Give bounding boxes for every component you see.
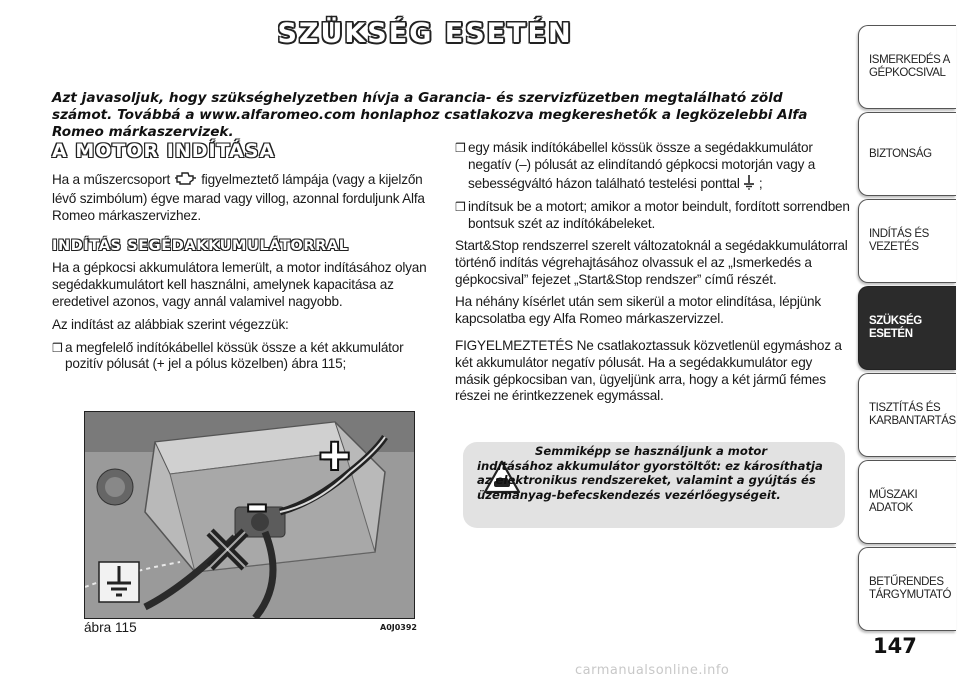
watermark: carmanualsonline.info [575,663,730,678]
paragraph-steps-intro: Az indítást az alábbiak szerint végezzük: [52,316,289,332]
tab-label: MŰSZAKI ADATOK [869,489,918,514]
tab-szukseg-eseten[interactable] [858,286,956,370]
tab-targymutato[interactable] [858,547,956,631]
paragraph-start-stop: Start&Stop rendszerrel szerelt változatoknál a segédakkumulátorral történő indítás végrehajtásához olvassuk el az „Ismerkedés a gépkocsival” fejezet „Start&Stop rendszer” című részét. [455,237,848,287]
bullet2-end: ; [758,175,763,191]
tab-label: BIZTONSÁG [869,147,932,160]
paragraph-warning-lamp [52,170,437,224]
checkbox-bullet-icon: ❒ [52,340,63,355]
figure-caption: ábra 115 [84,620,137,635]
tab-label: ISMERKEDÉS A GÉPKOCSIVAL [869,54,950,79]
list-item-text: indítsuk be a motort; amikor a motor beindult, fordított sorrendben bontsuk szét az indítókábeleket. [468,199,850,232]
minus-marker: – [247,483,267,529]
tab-ismerkedes[interactable] [858,25,956,109]
list-item-text [468,140,850,194]
bullet2-start: egy másik indítókábellel kössük össze a segédakkumulátor negatív (–) pólusát az elindítandó gépkocsi motorján vagy a sebességváltó házon található testelési ponttal [468,140,816,191]
para1-start: Ha a műszercsoport [52,172,171,187]
tab-label: TISZTÍTÁS ÉS KARBANTARTÁS [869,402,956,427]
tab-tisztitas[interactable] [858,373,956,457]
tab-inditas-es-vezetes[interactable] [858,199,956,283]
tab-biztonsag[interactable] [858,112,956,196]
checkbox-bullet-icon: ❒ [455,141,466,155]
ground-symbol-icon [743,174,755,195]
figure-code: A0J0392 [380,623,417,632]
page-number: 147 [873,634,917,658]
list-item-text: a megfelelő indítókábellel kössük össze a két akkumulátor pozitív pólusát (+ jel a pólus közelben) ábra 115; [65,339,404,372]
figure-battery-jumpstart [84,411,415,619]
warning-text [477,444,839,502]
left-column [52,140,437,378]
section-heading: A MOTOR INDÍTÁSA [52,140,276,162]
paragraph-aux-battery: Ha a gépkocsi akkumulátora lemerült, a motor indításához olyan segédakkumulátort kell használni, amelynek kapacitása az eredetivel azonos, vagy annál valamivel nagyobb. [52,260,427,309]
list-item [52,340,437,374]
list-item [455,140,850,194]
plus-marker: + [317,430,353,479]
tab-label: SZÜKSÉG ESETÉN [869,315,922,340]
warning-text-content: Semmiképp se használjunk a motor indításához akkumulátor gyorstöltőt: ez károsíthatja az elektronikus rendszereket, valamint a gyújtás és üzemanyag-befecskendezés vezérlőegységeit. [477,444,823,502]
warning-box [463,442,845,528]
tab-muszaki-adatok[interactable] [858,460,956,544]
tab-label: INDÍTÁS ÉS VEZETÉS [869,228,929,253]
subsection-heading: INDÍTÁS SEGÉDAKKUMULÁTORRAL [52,238,349,255]
right-column [455,140,850,411]
list-item [455,199,850,233]
checkbox-bullet-icon: ❒ [455,200,466,215]
engine-warning-icon [174,170,198,191]
paragraph-contact-service: Ha néhány kísérlet után sem sikerül a motor elindítása, lépjünk kapcsolatba egy Alfa Romeo márkaszervizzel. [455,294,821,327]
para1-end: figyelmeztető lámpája (vagy a kijelzőn lévő szimbólum) égve marad vagy villog, azonnal forduljunk Alfa Romeo márkaszervizhez. [52,172,425,223]
page-title: SZÜKSÉG ESETÉN [277,18,573,49]
intro-paragraph: Azt javasoljuk, hogy szükséghelyzetben hívja a Garancia- és szervizfüzetben megtalálható zöld számot. Továbbá a www.alfaromeo.com honlaphoz csatlakozva megkereshetők a legközelebbi Alfa Romeo márkaszervizek. [52,90,808,140]
chapter-sidebar [856,0,960,686]
paragraph-caution: FIGYELMEZTETÉS Ne csatlakoztassuk közvetlenül egymáshoz a két akkumulátor negatív pólusát. Ha a segédakkumulátor egy másik gépkocsiban van, ügyeljünk arra, hogy a két jármű fémes részei ne érintkezzenek egymással. [455,337,842,404]
tab-label: BETŰRENDES TÁRGYMUTATÓ [869,576,952,601]
